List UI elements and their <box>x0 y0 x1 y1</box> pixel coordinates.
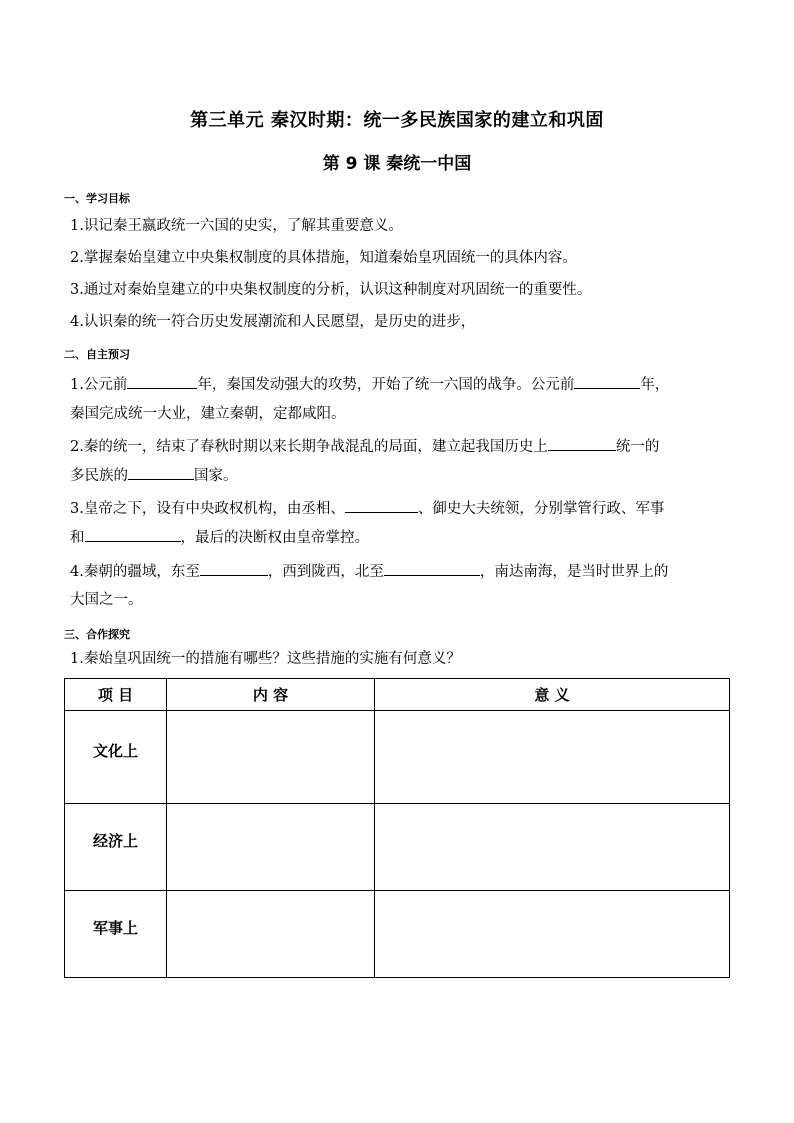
measures-table <box>64 678 730 978</box>
goal-item-4: 4.认识秦的统一符合历史发展潮流和人民愿望，是历史的进步， <box>70 314 476 330</box>
table-header-row <box>65 679 730 711</box>
table-row <box>65 804 730 891</box>
preview-q2-line2: 多民族的 国家。 <box>70 464 238 486</box>
answer-cell-content[interactable] <box>167 804 375 891</box>
fill-blank[interactable] <box>548 435 616 451</box>
section-heading-goals: 一、学习目标 <box>64 192 130 205</box>
fill-blank[interactable] <box>574 373 640 389</box>
section-heading-preview: 二、自主预习 <box>64 348 130 361</box>
preview-q3-line1: 3.皇帝之下，设有中央政权机构，由丞相、 、御史大夫统领，分别掌管行政、军事 <box>70 497 664 519</box>
header-content: 内 容 <box>167 679 375 711</box>
row-label-economy: 经济上 <box>65 804 167 891</box>
fill-blank[interactable] <box>127 373 197 389</box>
table-row <box>65 711 730 804</box>
header-significance: 意 义 <box>375 679 730 711</box>
preview-q1-line1: 1.公元前 年，秦国发动强大的攻势，开始了统一六国的战争。公元前 年， <box>70 373 669 395</box>
goal-item-3: 3.通过对秦始皇建立的中央集权制度的分析，认识这种制度对巩固统一的重要性。 <box>70 282 592 298</box>
fill-blank[interactable] <box>200 560 268 576</box>
row-label-military: 军事上 <box>65 891 167 978</box>
preview-q4-line2: 大国之一。 <box>70 592 143 608</box>
explore-question: 1.秦始皇巩固统一的措施有哪些？这些措施的实施有何意义？ <box>70 651 461 667</box>
preview-q1-line2: 秦国完成统一大业，建立秦朝，定都咸阳。 <box>70 406 346 422</box>
answer-cell-significance[interactable] <box>375 711 730 804</box>
answer-cell-content[interactable] <box>167 711 375 804</box>
answer-cell-content[interactable] <box>167 891 375 978</box>
header-item: 项 目 <box>65 679 167 711</box>
preview-q3-line2: 和 ，最后的决断权由皇帝掌控。 <box>70 526 369 548</box>
answer-cell-significance[interactable] <box>375 891 730 978</box>
preview-q2-line1: 2.秦的统一，结束了春秋时期以来长期争战混乱的局面，建立起我国历史上 统一的 <box>70 435 659 457</box>
fill-blank[interactable] <box>384 560 480 576</box>
section-heading-explore: 三、合作探究 <box>64 628 130 641</box>
lesson-title: 第 9 课 秦统一中国 <box>322 154 472 174</box>
unit-title: 第三单元 秦汉时期：统一多民族国家的建立和巩固 <box>190 110 604 131</box>
goal-item-1: 1.识记秦王嬴政统一六国的史实，了解其重要意义。 <box>70 218 403 234</box>
preview-q4-line1: 4.秦朝的疆域，东至 ，西到陇西，北至 ，南达南海，是当时世界上的 <box>70 560 668 582</box>
answer-cell-significance[interactable] <box>375 804 730 891</box>
fill-blank[interactable] <box>128 464 194 480</box>
table-row <box>65 891 730 978</box>
row-label-culture: 文化上 <box>65 711 167 804</box>
goal-item-2: 2.掌握秦始皇建立中央集权制度的具体措施，知道秦始皇巩固统一的具体内容。 <box>70 250 577 266</box>
fill-blank[interactable] <box>345 497 418 513</box>
fill-blank[interactable] <box>85 526 181 542</box>
